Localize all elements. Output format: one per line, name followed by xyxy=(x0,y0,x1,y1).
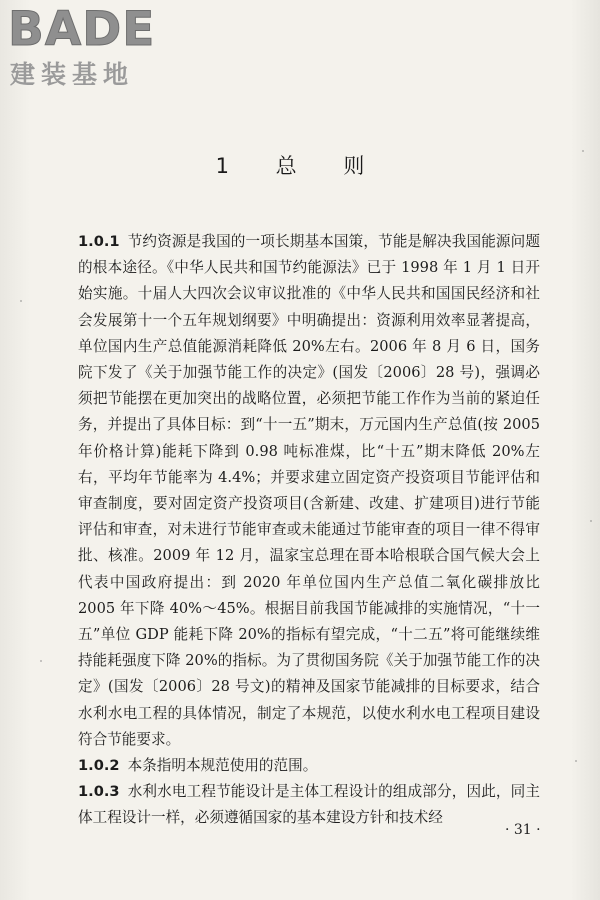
clause-number: 1.0.1 xyxy=(78,233,120,250)
clause-1-0-3 xyxy=(78,779,540,831)
chapter-title: 1 总 则 xyxy=(215,154,385,178)
bade-logo xyxy=(8,4,178,94)
page-number: · 31 · xyxy=(505,822,541,838)
scan-speck xyxy=(590,520,592,522)
scan-speck xyxy=(20,300,22,302)
scan-speck xyxy=(575,760,577,762)
clause-text: 节约资源是我国的一项长期基本国策，节能是解决我国能源问题的根本途径。《中华人民共和国节约能源法》已于 1998 年 1 月 1 日开始实施。十届人大四次会议审议批准的《中华人民共和国国民经济和社会发展第十一个五年规划纲要》中明确提出：资源利用效率显著提高，单位国内生产总值能源消耗降低 20%左右。2006 年 8 月 6 日，国务院下发了《关于加强节能工作的决定》(国发〔2006〕28 号)，强调必须把节能摆在更加突出的战略位置，必须把节能工作作为当前的紧迫任务，并提出了具体目标：到“十一五”期末，万元国内生产总值(按 2005 年价格计算)能耗下降到 0.98 吨标准煤，比“十五”期末降低 20%左右，平均年节能率为 4.4%；并要求建立固定资产投资项目节能评估和审查制度，要对固定资产投资项目(含新建、改建、扩建项目)进行节能评估和审查，对未进行节能审查或未能通过节能审查的项目一律不得审批、核准。2009 年 12 月，温家宝总理在哥本哈根联合国气候大会上代表中国政府提出：到 2020 年单位国内生产总值二氧化碳排放比 2005 年下降 40%～45%。根据目前我国节能减排的实施情况，“十一五”单位 GDP 能耗下降 20%的指标有望完成，“十二五”将可能继续维持能耗强度下降 20%的指标。为了贯彻国务院《关于加强节能工作的决定》(国发〔2006〕28 号文)的精神及国家节能减排的目标要求，结合水利水电工程的具体情况，制定了本规范，以使水利水电工程项目建设符合节能要求。 xyxy=(78,233,540,748)
scan-speck xyxy=(40,660,42,662)
clause-text: 水利水电工程节能设计是主体工程设计的组成部分，因此，同主体工程设计一样，必须遵循国家的基本建设方针和技术经 xyxy=(78,783,540,827)
clause-1-0-1 xyxy=(78,229,540,753)
scan-speck xyxy=(582,150,584,152)
clause-number: 1.0.3 xyxy=(78,783,120,801)
document-body xyxy=(78,229,540,832)
logo-subtitle: 建装基地 xyxy=(10,60,135,89)
logo-wordmark: BADE xyxy=(8,2,156,57)
clause-1-0-2 xyxy=(78,753,540,779)
clause-text: 本条指明本规范使用的范围。 xyxy=(127,757,318,775)
clause-number: 1.0.2 xyxy=(78,757,120,775)
